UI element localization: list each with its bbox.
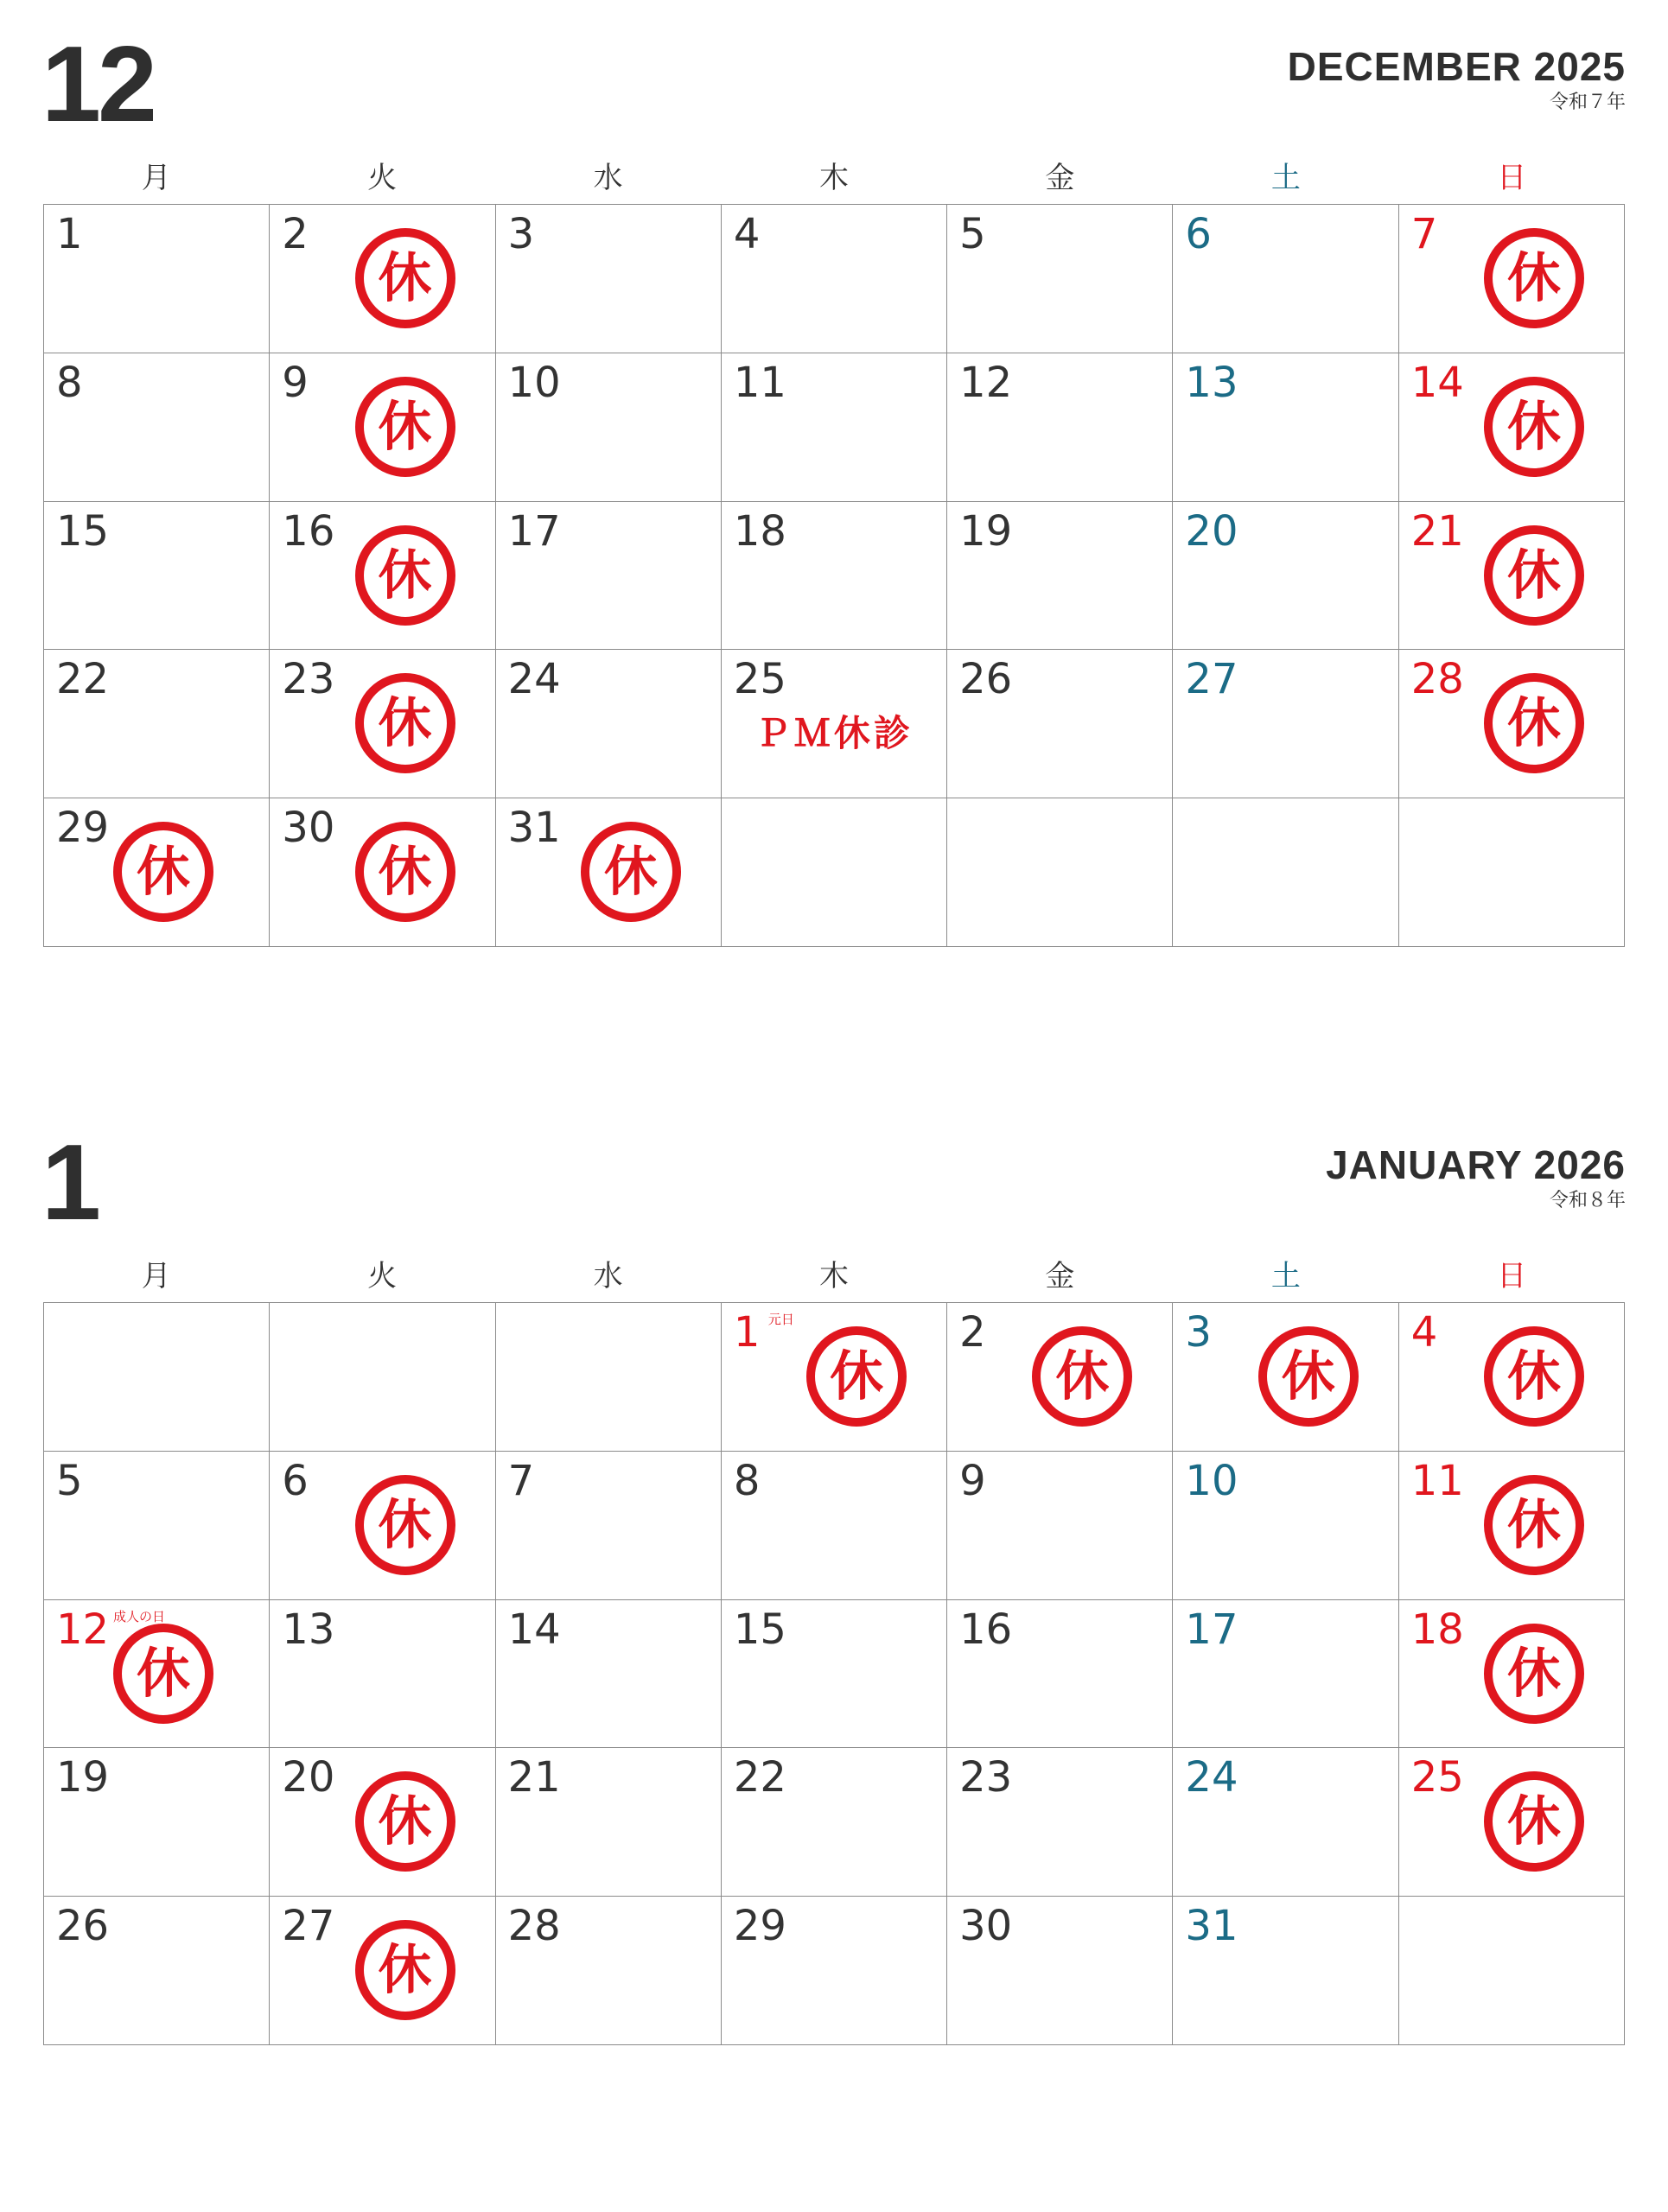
day-number: 20 xyxy=(1185,506,1238,556)
weekday-label: 日 xyxy=(1497,1259,1527,1294)
day-number: 5 xyxy=(959,210,986,258)
closed-stamp-icon: 休 xyxy=(1484,525,1584,626)
day-cell xyxy=(270,353,495,502)
day-number: 8 xyxy=(56,358,83,407)
day-number: 24 xyxy=(507,655,561,704)
day-number: 16 xyxy=(282,506,335,556)
day-cell xyxy=(722,353,947,502)
day-cell xyxy=(44,353,270,502)
day-number: 31 xyxy=(507,804,561,853)
weekday-header xyxy=(43,159,1625,197)
empty-cell xyxy=(44,1303,270,1452)
day-number: 31 xyxy=(1185,1902,1238,1951)
day-number: 30 xyxy=(282,804,335,853)
closed-stamp-icon: 休 xyxy=(355,1475,455,1575)
day-number: 1 xyxy=(733,1308,761,1357)
afternoon-closed-note: ＰＭ休診 xyxy=(754,712,914,755)
day-cell xyxy=(44,798,270,947)
day-cell xyxy=(270,502,495,651)
day-number: 3 xyxy=(507,210,535,258)
closed-stamp-icon: 休 xyxy=(1258,1326,1359,1427)
day-cell xyxy=(270,205,495,353)
day-cell xyxy=(270,798,495,947)
day-number: 7 xyxy=(507,1456,535,1505)
empty-cell xyxy=(496,1303,722,1452)
day-cell xyxy=(1399,1600,1625,1749)
day-cell xyxy=(44,1748,270,1897)
day-cell xyxy=(1399,1452,1625,1600)
day-cell xyxy=(1399,1303,1625,1452)
month-name: JANUARY 2026 xyxy=(1326,1142,1626,1187)
day-number: 2 xyxy=(959,1308,986,1357)
closed-stamp-icon: 休 xyxy=(1484,1326,1584,1427)
day-number: 9 xyxy=(959,1456,986,1505)
day-cell xyxy=(270,1748,495,1897)
empty-cell xyxy=(1173,798,1398,947)
day-number: 29 xyxy=(56,804,110,853)
day-cell xyxy=(496,205,722,353)
calendar-grid xyxy=(43,1302,1625,2045)
day-cell xyxy=(44,1600,270,1749)
day-cell xyxy=(44,1897,270,2045)
closed-stamp-icon: 休 xyxy=(806,1326,907,1427)
day-number: 19 xyxy=(959,506,1013,556)
weekday-label: 日 xyxy=(1497,161,1527,195)
day-cell xyxy=(270,1600,495,1749)
closed-stamp-icon: 休 xyxy=(1484,1771,1584,1872)
day-cell xyxy=(1399,205,1625,353)
day-number: 26 xyxy=(959,655,1013,704)
day-cell xyxy=(496,1452,722,1600)
day-number: 5 xyxy=(56,1456,83,1505)
day-number: 22 xyxy=(56,655,110,704)
day-cell xyxy=(496,1600,722,1749)
day-number: 22 xyxy=(733,1753,786,1802)
day-number: 7 xyxy=(1410,210,1438,258)
closed-stamp-icon: 休 xyxy=(355,1771,455,1872)
month-number: 1 xyxy=(41,1123,98,1243)
empty-cell xyxy=(1399,798,1625,947)
day-number: 24 xyxy=(1185,1753,1238,1802)
day-number: 18 xyxy=(733,506,786,556)
day-number: 13 xyxy=(282,1605,335,1654)
day-number: 6 xyxy=(282,1456,309,1505)
day-number: 21 xyxy=(507,1753,561,1802)
day-number: 4 xyxy=(733,210,761,258)
closed-stamp-icon: 休 xyxy=(355,673,455,773)
day-cell xyxy=(947,1600,1173,1749)
day-cell xyxy=(1173,1303,1398,1452)
era-year: 令和８年 xyxy=(1549,1190,1626,1211)
day-cell xyxy=(270,1452,495,1600)
day-number: 18 xyxy=(1410,1605,1464,1654)
day-number: 23 xyxy=(282,655,335,704)
day-number: 16 xyxy=(959,1605,1013,1654)
empty-cell xyxy=(722,798,947,947)
day-cell xyxy=(496,1897,722,2045)
day-cell xyxy=(947,353,1173,502)
day-cell xyxy=(947,1897,1173,2045)
day-cell xyxy=(1173,650,1398,798)
weekday-label: 木 xyxy=(818,1259,849,1294)
day-number: 28 xyxy=(507,1902,561,1951)
day-cell xyxy=(722,1452,947,1600)
day-cell xyxy=(270,650,495,798)
day-number: 10 xyxy=(507,358,561,407)
closed-stamp-icon: 休 xyxy=(355,525,455,626)
day-number: 19 xyxy=(56,1753,110,1802)
day-cell xyxy=(947,650,1173,798)
day-cell xyxy=(44,502,270,651)
weekday-label: 火 xyxy=(367,1259,398,1294)
day-number: 17 xyxy=(507,506,561,556)
weekday-label: 月 xyxy=(141,1259,171,1294)
empty-cell xyxy=(947,798,1173,947)
day-number: 25 xyxy=(733,655,786,704)
day-cell xyxy=(1173,1452,1398,1600)
day-number: 26 xyxy=(56,1902,110,1951)
day-cell xyxy=(496,1748,722,1897)
month-name: DECEMBER 2025 xyxy=(1287,44,1626,89)
day-number: 20 xyxy=(282,1753,335,1802)
day-number: 14 xyxy=(507,1605,561,1654)
day-cell xyxy=(44,205,270,353)
day-cell xyxy=(722,1600,947,1749)
day-number: 1 xyxy=(56,210,83,258)
closed-stamp-icon: 休 xyxy=(355,377,455,477)
day-number: 12 xyxy=(959,358,1013,407)
day-cell xyxy=(722,205,947,353)
closed-stamp-icon: 休 xyxy=(355,228,455,328)
day-cell xyxy=(1173,502,1398,651)
day-number: 27 xyxy=(282,1902,335,1951)
closed-stamp-icon: 休 xyxy=(1484,673,1584,773)
era-year: 令和７年 xyxy=(1549,92,1626,113)
weekday-label: 木 xyxy=(818,161,849,195)
day-cell xyxy=(496,502,722,651)
day-cell xyxy=(947,1303,1173,1452)
day-number: 11 xyxy=(1410,1456,1464,1505)
weekday-header xyxy=(43,1257,1625,1295)
day-cell xyxy=(722,1897,947,2045)
weekday-label: 土 xyxy=(1270,1259,1301,1294)
day-number: 23 xyxy=(959,1753,1013,1802)
closed-stamp-icon: 休 xyxy=(355,822,455,922)
day-number: 27 xyxy=(1185,655,1238,704)
empty-cell xyxy=(270,1303,495,1452)
day-cell xyxy=(496,650,722,798)
day-cell xyxy=(1399,502,1625,651)
day-cell xyxy=(722,1303,947,1452)
day-number: 12 xyxy=(56,1605,110,1654)
day-cell xyxy=(947,1748,1173,1897)
weekday-label: 月 xyxy=(141,161,171,195)
day-cell xyxy=(44,650,270,798)
weekday-label: 土 xyxy=(1270,161,1301,195)
weekday-label: 水 xyxy=(593,161,623,195)
day-cell xyxy=(1173,1897,1398,2045)
closed-stamp-icon: 休 xyxy=(1484,377,1584,477)
closed-stamp-icon: 休 xyxy=(1484,228,1584,328)
day-cell xyxy=(947,205,1173,353)
closed-stamp-icon: 休 xyxy=(113,1624,213,1724)
closed-stamp-icon: 休 xyxy=(581,822,681,922)
weekday-label: 水 xyxy=(593,1259,623,1294)
holiday-label: 元日 xyxy=(767,1312,794,1327)
day-cell xyxy=(1399,650,1625,798)
closed-stamp-icon: 休 xyxy=(1484,1624,1584,1724)
day-number: 10 xyxy=(1185,1456,1238,1505)
day-number: 25 xyxy=(1410,1753,1464,1802)
calendar-grid xyxy=(43,204,1625,947)
day-number: 13 xyxy=(1185,358,1238,407)
day-cell xyxy=(947,1452,1173,1600)
closed-stamp-icon: 休 xyxy=(113,822,213,922)
day-number: 4 xyxy=(1410,1308,1438,1357)
day-cell xyxy=(947,502,1173,651)
empty-cell xyxy=(1399,1897,1625,2045)
day-cell xyxy=(722,1748,947,1897)
day-cell xyxy=(1173,205,1398,353)
closed-stamp-icon: 休 xyxy=(355,1920,455,2020)
day-number: 29 xyxy=(733,1902,786,1951)
day-number: 15 xyxy=(56,506,110,556)
day-number: 3 xyxy=(1185,1308,1212,1357)
day-number: 14 xyxy=(1410,358,1464,407)
day-cell xyxy=(1173,353,1398,502)
day-number: 15 xyxy=(733,1605,786,1654)
day-number: 9 xyxy=(282,358,309,407)
day-cell xyxy=(722,650,947,798)
day-cell xyxy=(496,353,722,502)
weekday-label: 金 xyxy=(1045,1259,1075,1294)
month-number: 12 xyxy=(41,25,154,144)
weekday-label: 火 xyxy=(367,161,398,195)
day-cell xyxy=(1399,1748,1625,1897)
day-number: 6 xyxy=(1185,210,1212,258)
day-cell xyxy=(270,1897,495,2045)
day-number: 28 xyxy=(1410,655,1464,704)
closed-stamp-icon: 休 xyxy=(1484,1475,1584,1575)
day-cell xyxy=(1399,353,1625,502)
day-cell xyxy=(44,1452,270,1600)
day-number: 21 xyxy=(1410,506,1464,556)
day-number: 2 xyxy=(282,210,309,258)
weekday-label: 金 xyxy=(1045,161,1075,195)
day-number: 8 xyxy=(733,1456,761,1505)
holiday-label: 成人の日 xyxy=(113,1608,166,1624)
day-number: 30 xyxy=(959,1902,1013,1951)
day-cell xyxy=(1173,1600,1398,1749)
day-number: 17 xyxy=(1185,1605,1238,1654)
day-cell xyxy=(1173,1748,1398,1897)
day-cell xyxy=(496,798,722,947)
closed-stamp-icon: 休 xyxy=(1032,1326,1132,1427)
day-number: 11 xyxy=(733,358,786,407)
day-cell xyxy=(722,502,947,651)
